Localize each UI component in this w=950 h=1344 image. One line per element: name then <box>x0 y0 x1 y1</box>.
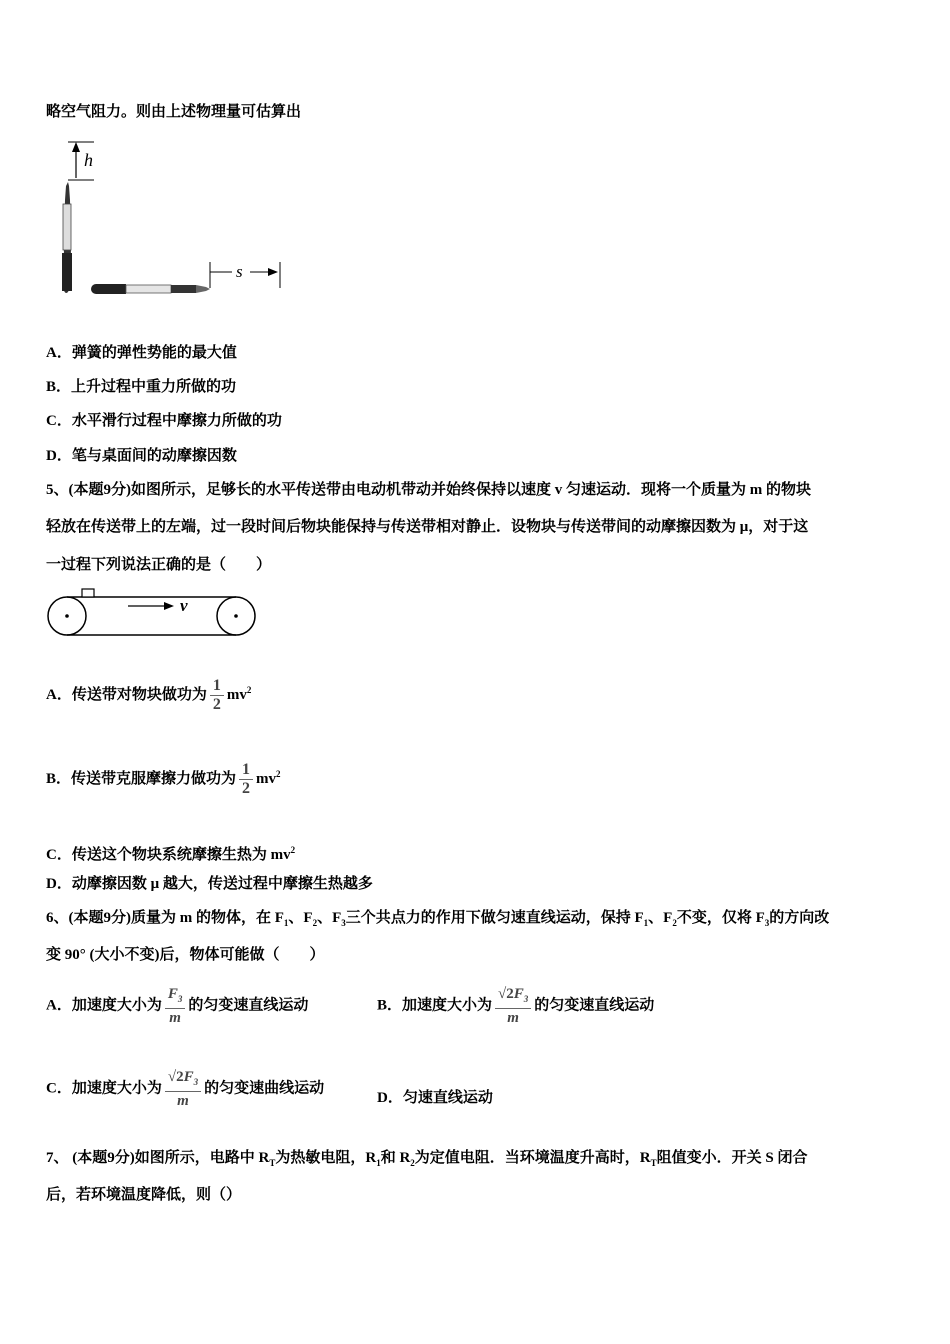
q5-option-a: A．传送带对物块做功为 $\frac{1}{2}$ $mv^2$ <box>46 677 252 714</box>
q6-option-c: C．加速度大小为 $\frac{√2F_3}{m}$ 的匀变速曲线运动 <box>46 1069 325 1109</box>
mv-term: mv <box>226 687 247 703</box>
q5-stem-line1: 5、(本题9分)如图所示，足够长的水平传送带由电动机带动并始终保持以速度 v 匀速运动．现将一个质量为 m 的物块 <box>46 482 811 498</box>
q4-option-b: B．上升过程中重力所做的功 <box>46 379 237 395</box>
q6-option-a: A．加速度大小为 $\frac{F_3}{m}$ 的匀变速直线运动 <box>46 986 309 1026</box>
q5-option-b-text: B．传送带克服摩擦力做功为 <box>46 771 237 787</box>
half-fraction: $\frac{1}{2}$ <box>239 761 253 798</box>
q4-option-c: C．水平滑行过程中摩擦力所做的功 <box>46 413 282 429</box>
q7-stem-line1: 7、 (本题9分)如图所示，电路中 $R_T$为热敏电阻，$R_1$和 $R_2$为定值电阻．当环境温度升高时，$R_T$阻值变小．开关 S 闭合 <box>46 1150 808 1168</box>
q5-option-c: C．传送这个物块系统摩擦生热为 $mv^2$ <box>46 845 296 863</box>
q5-option-a-text: A．传送带对物块做功为 <box>46 687 207 703</box>
q4-option-d: D．笔与桌面间的动摩擦因数 <box>46 448 237 464</box>
q4-option-a: A．弹簧的弹性势能的最大值 <box>46 345 237 361</box>
conveyor-figure <box>46 588 261 640</box>
height-label: h <box>84 150 93 170</box>
pen-figure <box>46 138 286 303</box>
q6-stem-line2: 变 90° (大小不变)后，物体可能做（ ） <box>46 947 325 963</box>
velocity-label: v <box>180 596 188 615</box>
q6-option-d: D．匀速直线运动 <box>377 1090 493 1106</box>
root2-f3-over-m-fraction: $\frac{√2F_3}{m}$ <box>495 985 531 1027</box>
top-line: 略空气阻力。则由上述物理量可估算出 <box>46 104 302 120</box>
root2-f3-over-m-fraction: $\frac{√2F_3}{m}$ <box>165 1068 201 1110</box>
q7-stem-line2: 后，若环境温度降低，则（） <box>46 1187 242 1203</box>
q5-option-b: B．传送带克服摩擦力做功为 $\frac{1}{2}$ $mv^2$ <box>46 761 281 798</box>
q6-stem-line1: 6、(本题9分)质量为 m 的物体，在 $F_1$、$F_2$、$F_3$三个共点力的作用下做匀速直线运动，保持 $F_1$、$F_2$不变，仅将 $F_3$的方向改 <box>46 910 830 928</box>
q5-option-d: D．动摩擦因数 μ 越大，传送过程中摩擦生热越多 <box>46 876 373 892</box>
f3-over-m-fraction: $\frac{F_3}{m}$ <box>165 985 186 1027</box>
q5-stem-line3: 一过程下列说法正确的是（ ） <box>46 557 272 573</box>
distance-label: s <box>236 262 243 281</box>
half-fraction: $\frac{1}{2}$ <box>210 677 224 714</box>
mv-term: mv <box>256 771 277 787</box>
q5-stem-line2: 轻放在传送带上的左端，过一段时间后物块能保持与传送带相对静止．设物块与传送带间的动摩擦因数为 μ，对于这 <box>46 519 809 535</box>
q6-option-b: B．加速度大小为 $\frac{√2F_3}{m}$ 的匀变速直线运动 <box>377 986 655 1026</box>
